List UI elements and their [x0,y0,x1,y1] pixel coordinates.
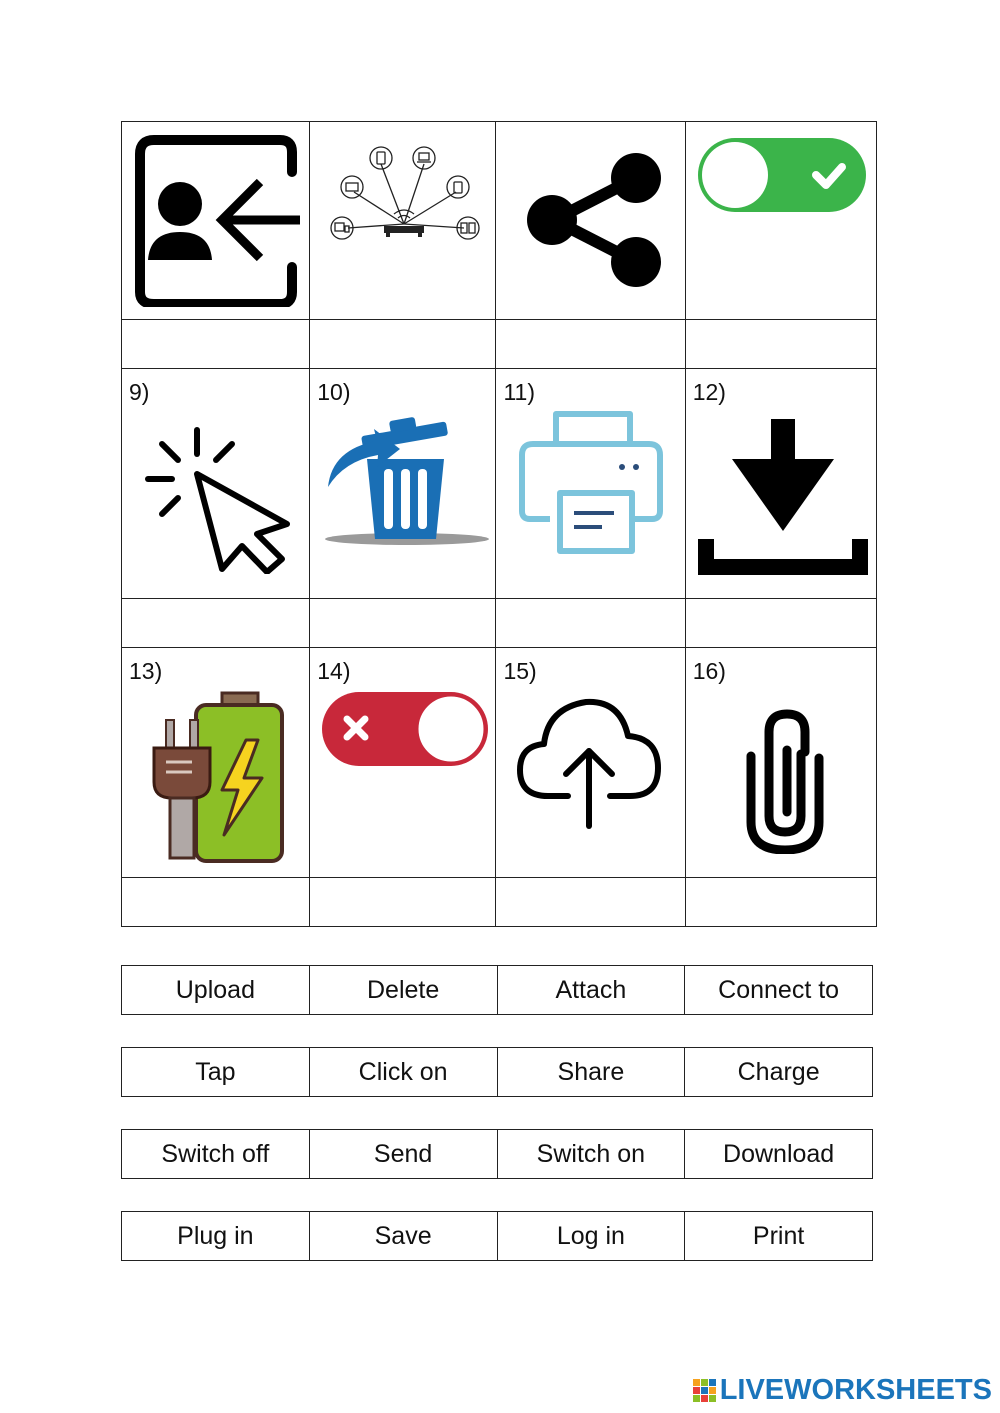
word-chip[interactable]: Download [685,1130,873,1179]
answer-drop-box[interactable] [496,320,685,369]
picture-cell [496,648,685,878]
word-chip[interactable]: Delete [309,966,497,1015]
picture-cell [122,369,310,599]
answer-drop-box[interactable] [496,599,685,648]
word-chip[interactable]: Connect to [685,966,873,1015]
picture-cell [122,648,310,878]
answer-drop-box[interactable] [685,599,876,648]
item-number: 10) [317,379,351,405]
item-number: 13) [129,658,163,684]
word-chip[interactable]: Save [309,1212,497,1261]
word-chip[interactable]: Send [309,1130,497,1179]
network-connect-icon [326,142,486,252]
answer-drop-box[interactable] [685,878,876,927]
word-chip[interactable]: Charge [685,1048,873,1097]
item-number: 15) [503,658,537,684]
answer-drop-box[interactable] [122,320,310,369]
word-chip[interactable]: Upload [122,966,310,1015]
word-bank-row-2 [121,1047,873,1097]
answer-drop-box[interactable] [310,599,496,648]
download-icon [696,419,870,579]
item-number: 14) [317,658,351,684]
picture-cell [685,122,876,320]
brand-name[interactable]: LIVEWORKSHEETS [719,1374,992,1406]
word-bank-row-1 [121,965,873,1015]
click-cursor-icon [142,424,292,574]
item-number: 16) [692,658,726,684]
picture-cell [496,369,685,599]
answer-row-1 [122,320,877,369]
switch-on-icon [696,136,868,216]
picture-row-2 [122,369,877,599]
switch-off-icon [320,690,492,770]
word-chip[interactable]: Print [685,1212,873,1261]
printer-icon [518,409,664,555]
picture-cell [685,648,876,878]
answer-drop-box[interactable] [685,320,876,369]
picture-cell [685,369,876,599]
word-chip[interactable]: Switch off [122,1130,310,1179]
word-chip[interactable]: Click on [309,1048,497,1097]
picture-cell [310,648,496,878]
brand-logo-icon [693,1379,717,1403]
item-number: 11) [503,379,536,405]
picture-cell [310,122,496,320]
answer-drop-box[interactable] [310,878,496,927]
word-chip[interactable]: Attach [497,966,685,1015]
word-chip[interactable]: Plug in [122,1212,310,1261]
answer-drop-box[interactable] [122,878,310,927]
word-bank-row-3 [121,1129,873,1179]
word-chip[interactable]: Switch on [497,1130,685,1179]
share-icon [524,150,664,290]
answer-row-2 [122,599,877,648]
cloud-upload-icon [516,696,662,831]
answer-drop-box[interactable] [122,599,310,648]
picture-cell [496,122,685,320]
item-number: 12) [692,379,726,405]
picture-cell [122,122,310,320]
brand-footer [693,1374,992,1407]
answer-row-3 [122,878,877,927]
word-chip[interactable]: Log in [497,1212,685,1261]
word-chip[interactable]: Share [497,1048,685,1097]
delete-trash-icon [322,409,490,549]
paperclip-icon [741,704,831,854]
answer-drop-box[interactable] [496,878,685,927]
item-number: 9) [129,379,150,405]
word-chip[interactable]: Tap [122,1048,310,1097]
picture-row-1 [122,122,877,320]
word-bank-row-4 [121,1211,873,1261]
picture-grid [121,121,877,927]
answer-drop-box[interactable] [310,320,496,369]
picture-cell [310,369,496,599]
plug-battery-icon [152,690,286,865]
picture-row-3 [122,648,877,878]
login-icon [132,132,302,307]
